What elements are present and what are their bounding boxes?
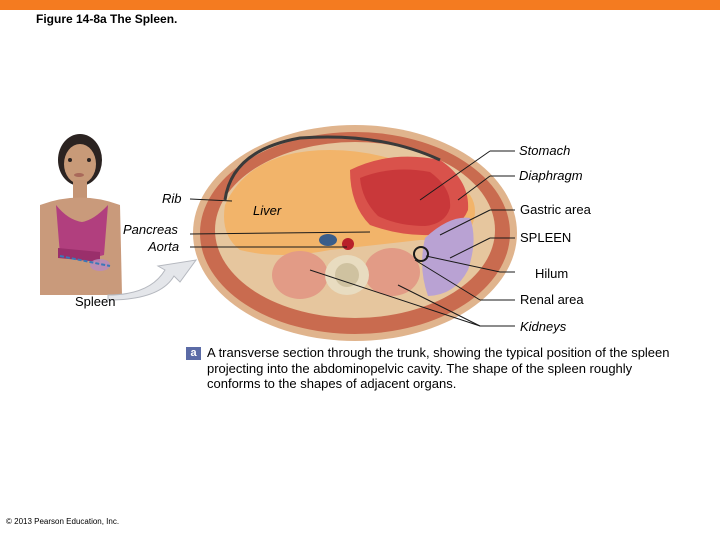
label-gastric-area: Gastric area [520, 202, 591, 217]
label-aorta: Aorta [148, 239, 180, 254]
label-stomach: Stomach [519, 143, 571, 158]
label-renal-area: Renal area [520, 292, 584, 307]
label-kidneys: Kidneys [520, 319, 567, 334]
label-spleen-figure: Spleen [75, 294, 116, 309]
figure-caption: A transverse section through the trunk, showing the typical position of the spleen projecting into the abdominopelvic cavity. The shape of the spleen roughly conforms to the shapes of adjacent organs. [207, 345, 670, 391]
label-diaphragm: Diaphragm [519, 168, 583, 183]
copyright-notice: © 2013 Pearson Education, Inc. [6, 517, 120, 526]
label-hilum: Hilum [535, 266, 569, 281]
label-rib: Rib [162, 191, 182, 206]
label-pancreas: Pancreas [123, 222, 178, 237]
label-liver: Liver [253, 203, 282, 218]
label-spleen-section: SPLEEN [520, 230, 572, 245]
figure-title: Figure 14-8a The Spleen. [36, 12, 178, 26]
person-torso-illustration [40, 134, 122, 295]
caption-badge: a [186, 347, 201, 360]
